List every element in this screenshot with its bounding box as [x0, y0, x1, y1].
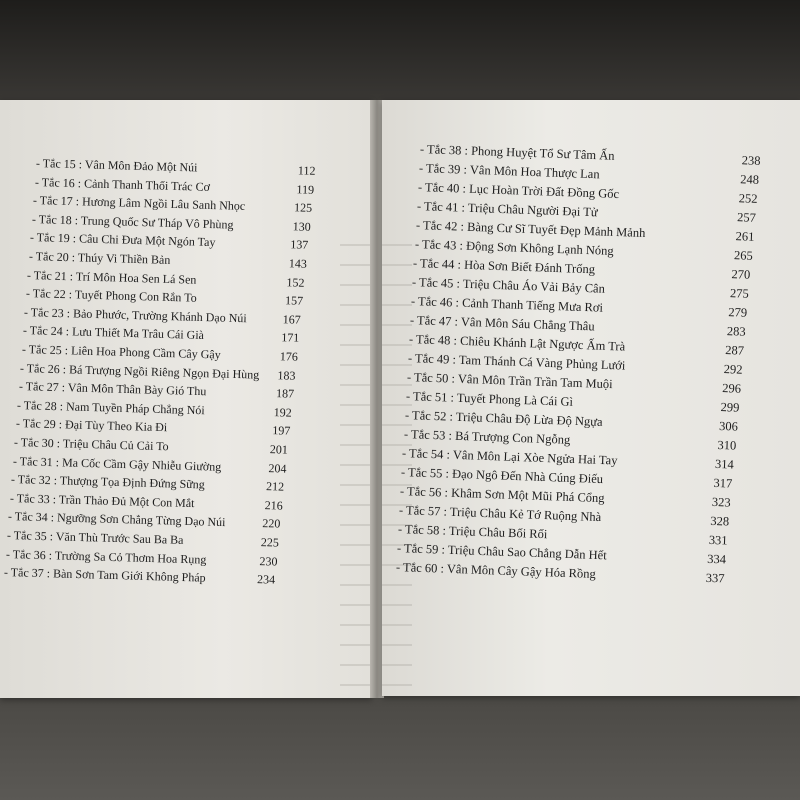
toc-entry — [414, 237, 753, 263]
toc-entry — [25, 286, 304, 308]
toc-entry-page-number: 197 — [271, 423, 291, 439]
toc-entry-title: - Tắc 60 : Vân Môn Cây Gậy Hóa Rồng — [395, 560, 596, 581]
toc-entry-title: - Tắc 44 : Hòa Sơn Biết Đánh Trống — [413, 256, 596, 277]
toc-entry-title: - Tắc 19 : Câu Chi Đưa Một Ngón Tay — [30, 230, 216, 250]
toc-entry — [395, 560, 725, 586]
toc-entry — [14, 435, 289, 457]
toc-entry-title: - Tắc 26 : Bá Trượng Ngồi Riêng Ngọn Đại Hùng — [19, 360, 260, 382]
toc-entry — [32, 193, 313, 215]
toc-entry-title: - Tắc 25 : Liên Hoa Phong Cầm Cây Gậy — [21, 342, 221, 362]
toc-entry — [418, 161, 760, 187]
toc-entry-page-number: 230 — [258, 553, 278, 569]
toc-entry-page-number: 238 — [741, 153, 761, 168]
toc-entry-title: - Tắc 37 : Bàn Sơn Tam Giới Không Pháp — [3, 565, 206, 585]
toc-entry-page-number: 119 — [295, 181, 314, 197]
toc-entry — [28, 249, 307, 271]
toc-entry-title: - Tắc 46 : Cảnh Thanh Tiếng Mưa Rơi — [410, 294, 604, 315]
toc-entry-title: - Tắc 55 : Đạo Ngô Đến Nhà Cúng Điếu — [401, 465, 604, 487]
toc-entry-page-number: 183 — [277, 367, 296, 383]
toc-entry — [19, 360, 296, 383]
toc-entry-title: - Tắc 50 : Vân Môn Trần Trần Tam Muội — [406, 370, 613, 392]
toc-entry-page-number: 137 — [290, 237, 309, 253]
toc-entry — [401, 465, 733, 491]
toc-entry-page-number: 314 — [715, 456, 735, 472]
toc-entry — [396, 541, 727, 567]
toc-entry-page-number: 143 — [288, 256, 307, 271]
toc-entry-title: - Tắc 16 : Cảnh Thanh Thối Trác Cơ — [34, 174, 210, 194]
toc-entry-title: - Tắc 24 : Lưu Thiết Ma Trâu Cái Già — [22, 323, 205, 343]
toc-entry — [24, 304, 302, 327]
toc-entry-title: - Tắc 59 : Triệu Châu Sao Chẳng Dẫn Hết — [396, 541, 607, 563]
toc-entry-title: - Tắc 20 : Thúy Vi Thiền Bản — [28, 249, 171, 267]
toc-entry — [6, 528, 280, 550]
toc-entry-page-number: 167 — [282, 312, 302, 327]
toc-entry-page-number: 187 — [275, 386, 294, 401]
toc-entry-page-number: 337 — [705, 570, 725, 586]
toc-entry-page-number: 112 — [297, 163, 316, 178]
toc-entry-title: - Tắc 31 : Ma Cốc Cầm Gậy Nhiễu Giường — [12, 453, 222, 474]
toc-entry-title: - Tắc 45 : Triệu Châu Áo Vải Bảy Cân — [412, 275, 606, 296]
toc-entry-page-number: 212 — [266, 479, 285, 494]
toc-entry-title: - Tắc 17 : Hương Lâm Ngồi Lâu Sanh Nhọc — [32, 193, 246, 214]
left-page — [0, 100, 372, 698]
background-table — [0, 690, 800, 800]
toc-entry — [399, 484, 732, 510]
toc-entry-page-number: 204 — [268, 460, 287, 476]
toc-entry-title: - Tắc 42 : Bàng Cư Sĩ Tuyết Đẹp Mảnh Mảnh — [415, 218, 646, 241]
toc-entry — [404, 408, 738, 434]
toc-entry — [419, 142, 761, 168]
toc-entry — [16, 397, 293, 420]
toc-entry-page-number: 279 — [728, 305, 748, 320]
toc-entry-title: - Tắc 51 : Tuyết Phong Là Cái Gì — [405, 389, 573, 409]
toc-entry — [15, 416, 291, 439]
toc-entry — [3, 565, 276, 587]
toc-entry-title: - Tắc 36 : Trường Sa Cỏ Thơm Hoa Rụng — [5, 546, 207, 567]
toc-entry-title: - Tắc 57 : Triệu Châu Kẻ Tớ Ruộng Nhà — [398, 503, 602, 525]
toc-entry — [397, 522, 728, 548]
toc-entry-page-number: 299 — [720, 399, 740, 415]
toc-entry-title: - Tắc 48 : Chiêu Khánh Lật Ngược Ấm Trà — [408, 332, 626, 354]
toc-entry — [21, 342, 298, 364]
toc-entry-title: - Tắc 40 : Lục Hoàn Trời Đất Đồng Gốc — [417, 180, 620, 202]
toc-entry-page-number: 306 — [718, 418, 738, 434]
toc-entry-page-number: 130 — [292, 219, 311, 234]
toc-entry-page-number: 257 — [736, 210, 756, 225]
toc-entry — [35, 156, 316, 178]
toc-entry-page-number: 201 — [269, 442, 289, 457]
toc-entry-page-number: 252 — [738, 191, 758, 206]
toc-entry-title: - Tắc 35 : Văn Thù Trước Sau Ba Ba — [6, 528, 184, 547]
toc-entry-title: - Tắc 49 : Tam Thánh Cá Vàng Phủng Lưới — [407, 351, 626, 373]
toc-entry-title: - Tắc 33 : Trần Thảo Đủ Một Con Mắt — [9, 490, 195, 510]
toc-entry-title: - Tắc 27 : Vân Môn Thân Bày Gió Thu — [18, 379, 207, 399]
toc-entry — [398, 503, 730, 529]
toc-list-left — [0, 100, 372, 698]
toc-entry-page-number: 331 — [708, 532, 728, 548]
toc-entry-title: - Tắc 32 : Thượng Tọa Định Đứng Sững — [11, 472, 206, 492]
toc-entry-page-number: 265 — [733, 248, 753, 263]
toc-entry — [405, 389, 740, 415]
toc-entry-page-number: 292 — [723, 362, 743, 377]
toc-entry — [413, 256, 751, 282]
toc-entry-title: - Tắc 28 : Nam Tuyền Pháp Chẳng Nói — [16, 397, 206, 418]
toc-entry-page-number: 216 — [264, 497, 283, 513]
toc-entry — [31, 211, 311, 234]
toc-entry-title: - Tắc 22 : Tuyết Phong Con Rắn To — [25, 286, 197, 305]
toc-entry-page-number: 220 — [262, 516, 281, 531]
toc-entry-title: - Tắc 47 : Vân Môn Sáu Chẳng Thâu — [409, 313, 595, 334]
toc-entry-title: - Tắc 15 : Vân Môn Đảo Một Núi — [35, 156, 198, 175]
toc-entry-page-number: 328 — [710, 513, 730, 529]
toc-entry-page-number: 317 — [713, 475, 733, 491]
toc-entry — [12, 453, 287, 476]
toc-entry — [402, 446, 735, 472]
toc-entry-title: - Tắc 38 : Phong Huyệt Tổ Sư Tâm Ấn — [419, 142, 615, 163]
toc-entry-page-number: 334 — [706, 551, 727, 567]
toc-entry — [8, 509, 281, 531]
toc-entry-page-number: 323 — [711, 494, 732, 510]
toc-entry-title: - Tắc 52 : Triệu Châu Độ Lừa Độ Ngựa — [404, 408, 603, 429]
toc-entry — [30, 230, 309, 253]
toc-entry-title: - Tắc 43 : Động Sơn Không Lạnh Nóng — [414, 237, 614, 258]
toc-entry-title: - Tắc 56 : Khâm Sơn Một Mũi Phá Cổng — [399, 484, 605, 506]
toc-entry — [403, 427, 737, 453]
toc-entry-page-number: 310 — [716, 437, 737, 453]
toc-entry — [409, 313, 746, 339]
toc-entry-page-number: 270 — [731, 267, 751, 282]
toc-entry — [27, 267, 305, 290]
background-top — [0, 0, 800, 104]
toc-list-right — [382, 100, 800, 696]
toc-entry-page-number: 125 — [293, 200, 313, 215]
toc-entry — [416, 199, 756, 225]
right-page — [382, 100, 800, 696]
toc-entry — [406, 370, 741, 396]
toc-entry — [412, 275, 750, 301]
toc-entry-page-number: 176 — [279, 349, 298, 364]
toc-entry-page-number: 152 — [286, 274, 305, 290]
toc-entry-page-number: 171 — [281, 330, 300, 346]
toc-entry — [34, 174, 314, 197]
toc-entry-page-number: 283 — [726, 324, 746, 339]
toc-entry-page-number: 234 — [257, 572, 276, 587]
toc-entry-page-number: 261 — [734, 229, 755, 244]
toc-entry-title: - Tắc 21 : Trí Môn Hoa Sen Lá Sen — [27, 267, 197, 287]
toc-entry-title: - Tắc 23 : Bảo Phước, Trường Khánh Dạo Núi — [24, 304, 248, 326]
toc-entry-title: - Tắc 53 : Bá Trượng Con Ngỗng — [403, 427, 570, 447]
toc-entry — [22, 323, 300, 346]
toc-entry — [18, 379, 294, 401]
toc-entry — [11, 472, 285, 494]
toc-entry-title: - Tắc 41 : Triệu Châu Người Đại Tử — [416, 199, 598, 220]
toc-entry-page-number: 157 — [284, 293, 304, 308]
toc-entry-title: - Tắc 34 : Ngưỡng Sơn Chẳng Từng Dạo Núi — [8, 509, 227, 530]
toc-entry-title: - Tắc 29 : Đại Tùy Theo Kia Đi — [15, 416, 168, 435]
toc-entry — [5, 546, 278, 569]
toc-entry-title: - Tắc 39 : Vân Môn Hoa Thược Lan — [418, 161, 600, 182]
toc-entry-title: - Tắc 54 : Vân Môn Lại Xòe Ngửa Hai Tay — [402, 446, 619, 468]
toc-entry-title: - Tắc 58 : Triệu Châu Bối Rối — [397, 522, 548, 542]
toc-entry-page-number: 275 — [730, 286, 750, 301]
toc-entry — [417, 180, 758, 206]
toc-entry-page-number: 225 — [260, 535, 280, 550]
toc-entry-page-number: 296 — [721, 381, 741, 396]
toc-entry-page-number: 192 — [273, 404, 293, 420]
toc-entry — [9, 490, 283, 513]
toc-entry-page-number: 248 — [739, 172, 760, 187]
toc-entry — [410, 294, 748, 320]
toc-entry-title: - Tắc 18 : Trung Quốc Sư Tháp Vô Phùng — [31, 211, 234, 232]
toc-entry-title: - Tắc 30 : Triệu Châu Củ Cải To — [14, 435, 170, 454]
toc-entry-page-number: 287 — [725, 343, 745, 358]
